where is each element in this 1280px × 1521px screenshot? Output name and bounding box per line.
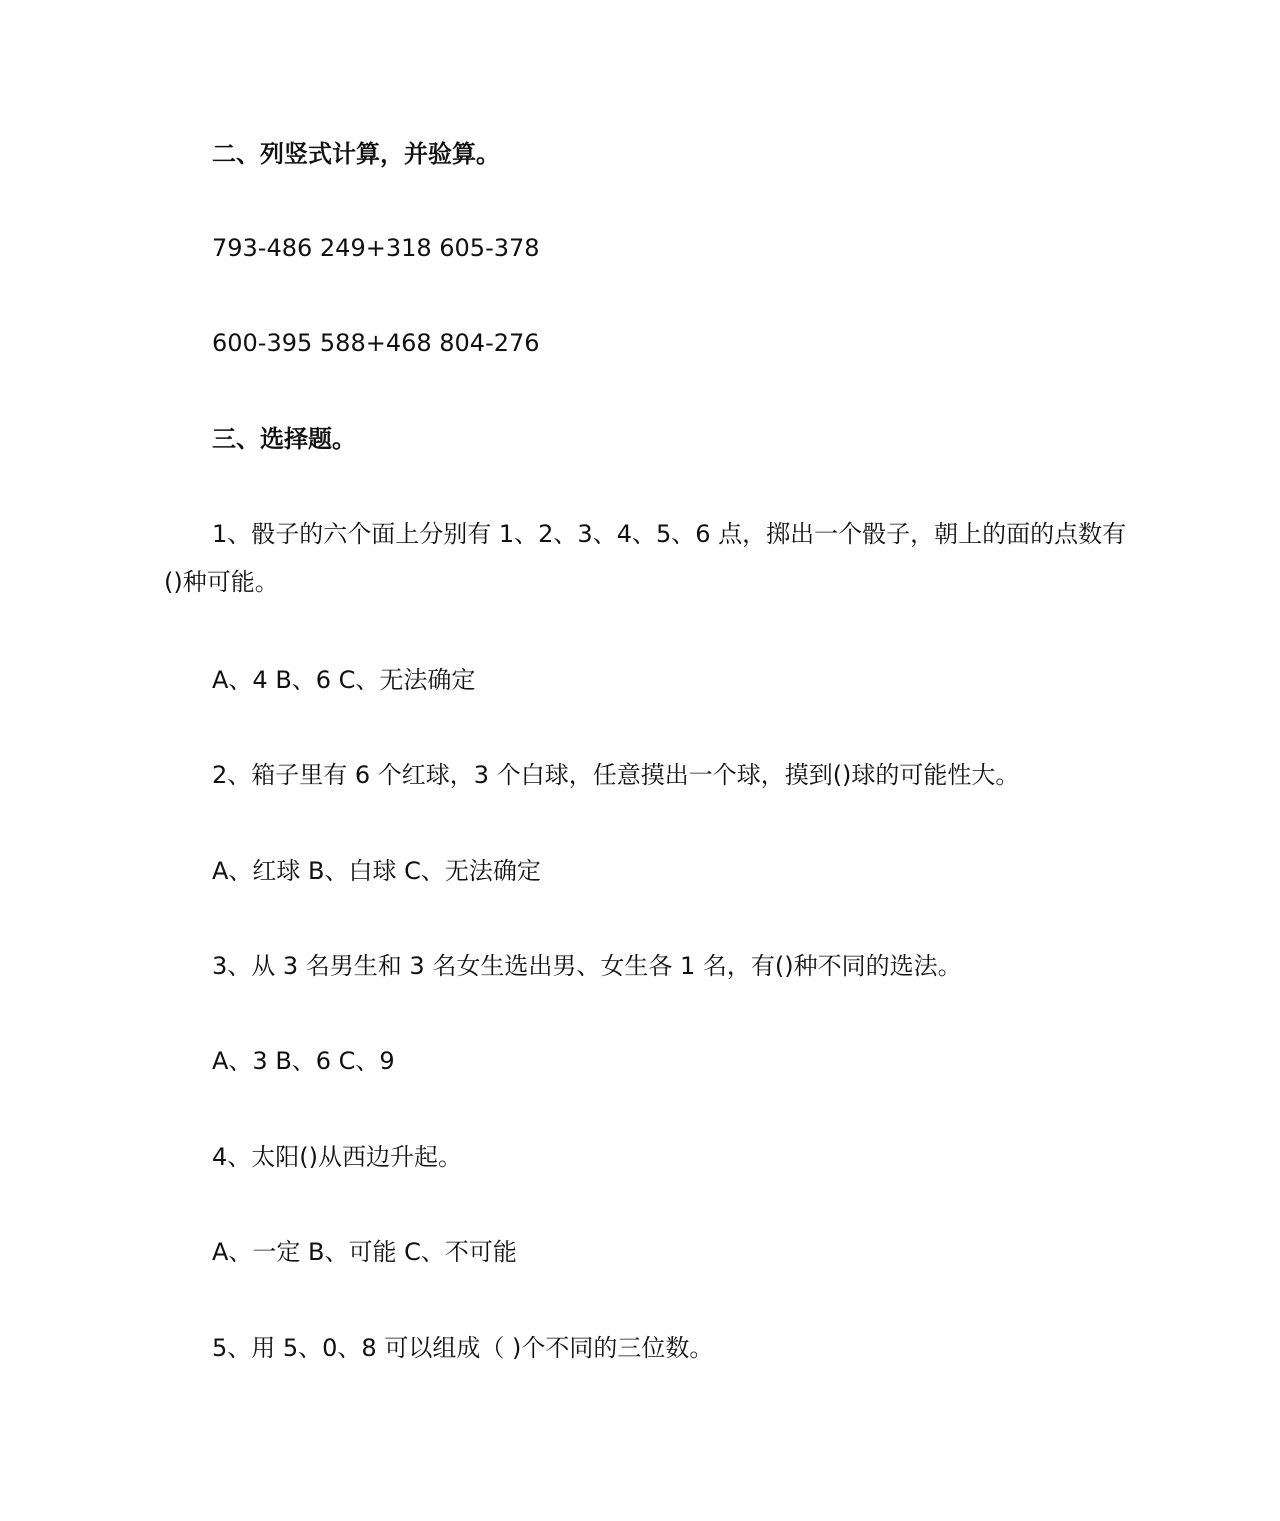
question-3-options: A、3 B、6 C、9 — [212, 1047, 395, 1075]
question-2: 2、箱子里有 6 个红球，3 个白球，任意摸出一个球，摸到()球的可能性大。 — [212, 761, 1020, 789]
question-3: 3、从 3 名男生和 3 名女生选出男、女生各 1 名，有()种不同的选法。 — [212, 952, 962, 980]
question-4: 4、太阳()从西边升起。 — [212, 1143, 462, 1171]
question-1: 1、骰子的六个面上分别有 1、2、3、4、5、6 点，掷出一个骰子，朝上的面的点数有()种可能。 — [164, 520, 1127, 596]
calc-row-1: 793-486 249+318 605-378 — [212, 234, 540, 262]
question-1-options: A、4 B、6 C、无法确定 — [212, 666, 476, 694]
question-4-options: A、一定 B、可能 C、不可能 — [212, 1238, 517, 1266]
question-5: 5、用 5、0、8 可以组成（ )个不同的三位数。 — [212, 1334, 714, 1362]
question-2-options: A、红球 B、白球 C、无法确定 — [212, 857, 541, 885]
section-3-heading: 三、选择题。 — [212, 425, 356, 453]
section-2-heading: 二、列竖式计算，并验算。 — [212, 140, 500, 168]
calc-row-2: 600-395 588+468 804-276 — [212, 329, 540, 357]
